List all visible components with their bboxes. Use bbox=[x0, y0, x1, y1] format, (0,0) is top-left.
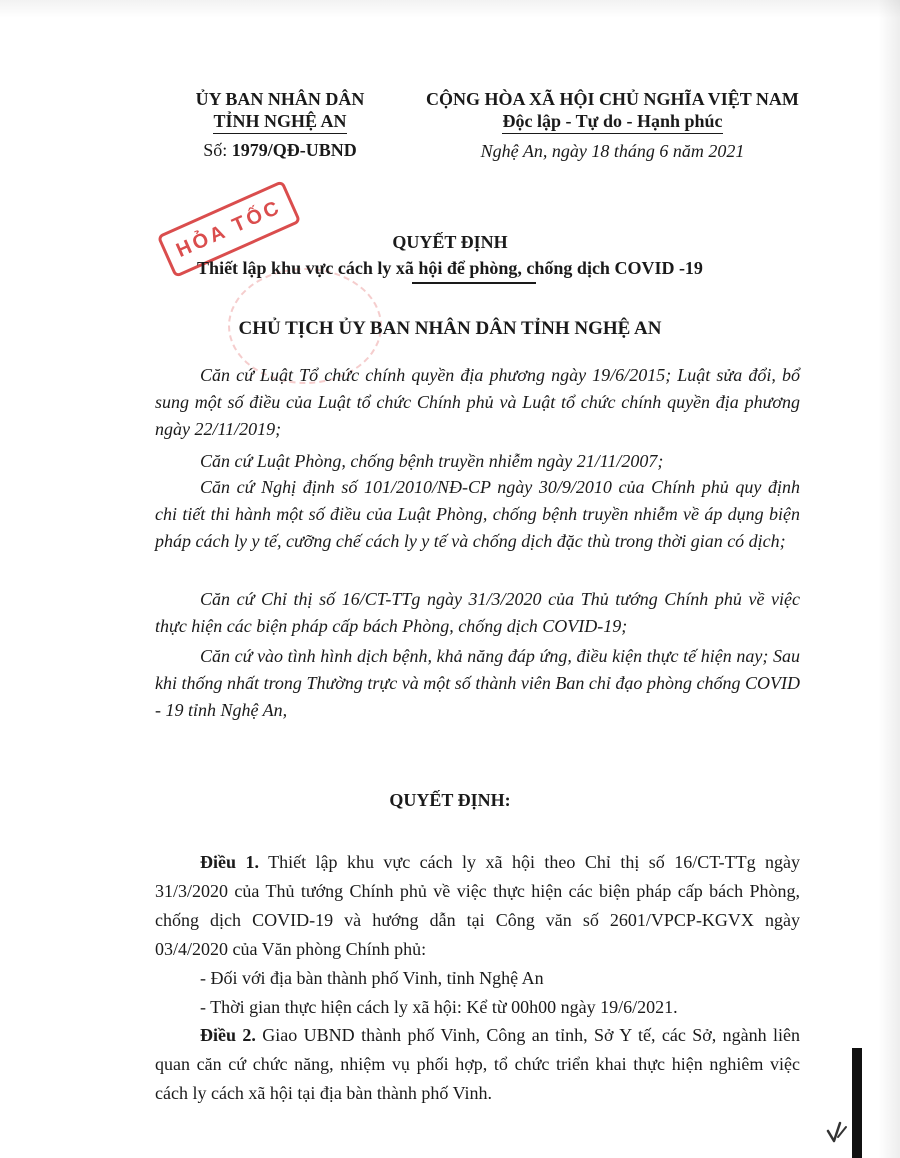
org-line-2: TỈNH NGHỆ AN bbox=[213, 110, 346, 134]
document-number bbox=[150, 140, 410, 161]
urgent-stamp: HỎA TỐC bbox=[157, 180, 302, 278]
article-1-text: Thiết lập khu vực cách ly xã hội theo Chỉ thị số 16/CT-TTg ngày 31/3/2020 của Thủ tướng Chính phủ về việc thực hiện các biện pháp cấp bách Phòng, chống dịch COVID-19 và hướng dẫn tại Công văn số 2601/VPCP-KGVX ngày 03/4/2020 của Văn phòng Chính phủ: bbox=[155, 852, 801, 959]
article-2 bbox=[155, 1021, 800, 1108]
issuing-organization bbox=[150, 88, 410, 134]
document-number-value: 1979/QĐ-UBND bbox=[231, 140, 357, 160]
issuing-authority: CHỦ TỊCH ỦY BAN NHÂN DÂN TỈNH NGHỆ AN bbox=[238, 318, 662, 339]
preamble-paragraph: Căn cứ Luật Tổ chức chính quyền địa phương ngày 19/6/2015; Luật sửa đổi, bổ sung một số điều của Luật tổ chức Chính phủ và Luật tổ chức chính quyền địa phương ngày 22/11/2019; bbox=[155, 365, 800, 439]
preamble-paragraph: Căn cứ Chỉ thị số 16/CT-TTg ngày 31/3/2020 của Thủ tướng Chính phủ về việc thực hiện các biện pháp cấp bách Phòng, chống dịch COVID-19; bbox=[155, 589, 800, 636]
document-number-label: Số: bbox=[203, 140, 228, 160]
document-subject: Thiết lập khu vực cách ly xã hội để phòng, chống dịch COVID -19 bbox=[197, 258, 703, 278]
page-top-shadow bbox=[0, 0, 900, 18]
article-1 bbox=[155, 848, 800, 964]
national-motto: Độc lập - Tự do - Hạnh phúc bbox=[502, 110, 722, 134]
page-edge-shadow bbox=[878, 0, 900, 1158]
national-heading bbox=[405, 88, 820, 134]
preamble-paragraph: Căn cứ vào tình hình dịch bệnh, khả năng đáp ứng, điều kiện thực tế hiện nay; Sau khi thống nhất trong Thường trực và một số thành viên Ban chỉ đạo phòng chống COVID - 19 tỉnh Nghệ An, bbox=[155, 646, 800, 720]
document-type-heading: QUYẾT ĐỊNH bbox=[392, 232, 508, 252]
article-2-text: Giao UBND thành phố Vinh, Công an tỉnh, Sở Y tế, các Sở, ngành liên quan căn cứ chức năng, nhiệm vụ phối hợp, tổ chức triển khai thực hiện nghiêm việc cách ly cách xã hội tại địa bàn thành phố Vinh. bbox=[155, 1025, 801, 1103]
title-underline bbox=[412, 282, 536, 284]
place-and-date: Nghệ An, ngày 18 tháng 6 năm 2021 bbox=[480, 141, 745, 161]
org-line-1: ỦY BAN NHÂN DÂN bbox=[195, 89, 365, 109]
country-name: CỘNG HÒA XÃ HỘI CHỦ NGHĨA VIỆT NAM bbox=[426, 89, 799, 109]
handwritten-check-icon bbox=[822, 1117, 852, 1147]
scan-edge-mark bbox=[852, 1048, 862, 1158]
preamble-paragraph: Căn cứ Nghị định số 101/2010/NĐ-CP ngày 30/9/2010 của Chính phủ quy định chi tiết thi hành một số điều của Luật Phòng, chống bệnh truyền nhiễm về áp dụng biện pháp cách ly y tế, cưỡng chế cách ly y tế và chống dịch đặc thù trong thời gian có dịch; bbox=[155, 477, 800, 551]
article-2-label: Điều 2. bbox=[200, 1025, 256, 1045]
article-1-label: Điều 1. bbox=[200, 852, 259, 872]
decision-heading: QUYẾT ĐỊNH: bbox=[389, 790, 511, 810]
article-1-item: - Đối với địa bàn thành phố Vinh, tỉnh Nghệ An bbox=[200, 968, 544, 988]
article-1-item: - Thời gian thực hiện cách ly xã hội: Kể từ 00h00 ngày 19/6/2021. bbox=[200, 997, 678, 1017]
preamble-paragraph: Căn cứ Luật Phòng, chống bệnh truyền nhiễm ngày 21/11/2007; bbox=[200, 451, 664, 471]
